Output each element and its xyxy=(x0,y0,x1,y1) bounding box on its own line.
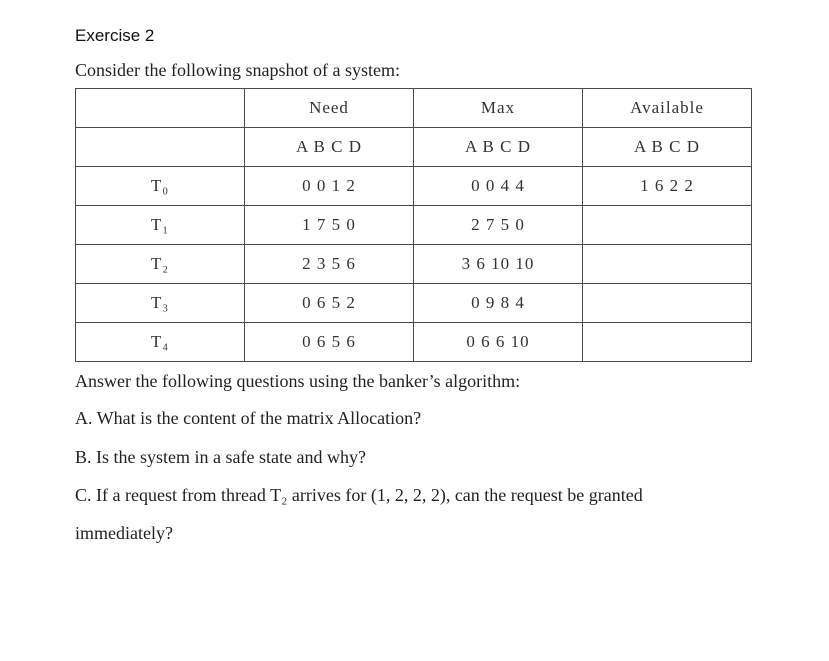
need-cell: 0 0 1 2 xyxy=(245,167,414,206)
subheader-cell-thread xyxy=(76,128,245,167)
max-cell: 3 6 10 10 xyxy=(414,245,583,284)
available-cell xyxy=(583,284,752,323)
available-cell: 1 6 2 2 xyxy=(583,167,752,206)
system-snapshot-table xyxy=(75,88,752,362)
subheader-cell-max: A B C D xyxy=(414,128,583,167)
thread-cell: T₄ xyxy=(76,323,245,362)
question-c-line-2: immediately? xyxy=(75,523,173,543)
thread-cell: T₁ xyxy=(76,206,245,245)
thread-cell: T₀ xyxy=(76,167,245,206)
intro-text: Consider the following snapshot of a system: xyxy=(75,60,400,80)
max-cell: 0 0 4 4 xyxy=(414,167,583,206)
available-cell xyxy=(583,245,752,284)
table-row xyxy=(76,167,752,206)
header-cell-max: Max xyxy=(414,89,583,128)
subheader-cell-need: A B C D xyxy=(245,128,414,167)
table-row xyxy=(76,206,752,245)
max-cell: 0 9 8 4 xyxy=(414,284,583,323)
need-cell: 2 3 5 6 xyxy=(245,245,414,284)
question-a: A. What is the content of the matrix Allocation? xyxy=(75,408,422,428)
thread-cell: T₃ xyxy=(76,284,245,323)
header-cell-thread xyxy=(76,89,245,128)
need-cell: 0 6 5 6 xyxy=(245,323,414,362)
subheader-cell-available: A B C D xyxy=(583,128,752,167)
question-b: B. Is the system in a safe state and why? xyxy=(75,447,366,467)
available-cell xyxy=(583,206,752,245)
need-cell: 0 6 5 2 xyxy=(245,284,414,323)
questions-lead: Answer the following questions using the banker’s algorithm: xyxy=(75,371,521,391)
exercise-title: Exercise 2 xyxy=(75,26,155,45)
max-cell: 2 7 5 0 xyxy=(414,206,583,245)
question-c-line-1: C. If a request from thread T₂ arrives for (1, 2, 2, 2), can the request be granted xyxy=(75,485,643,505)
thread-cell: T₂ xyxy=(76,245,245,284)
header-cell-available: Available xyxy=(583,89,752,128)
need-cell: 1 7 5 0 xyxy=(245,206,414,245)
table-row xyxy=(76,284,752,323)
table-subheader-row xyxy=(76,128,752,167)
table-row xyxy=(76,245,752,284)
header-cell-need: Need xyxy=(245,89,414,128)
available-cell xyxy=(583,323,752,362)
table-row xyxy=(76,323,752,362)
table-header-row xyxy=(76,89,752,128)
max-cell: 0 6 6 10 xyxy=(414,323,583,362)
